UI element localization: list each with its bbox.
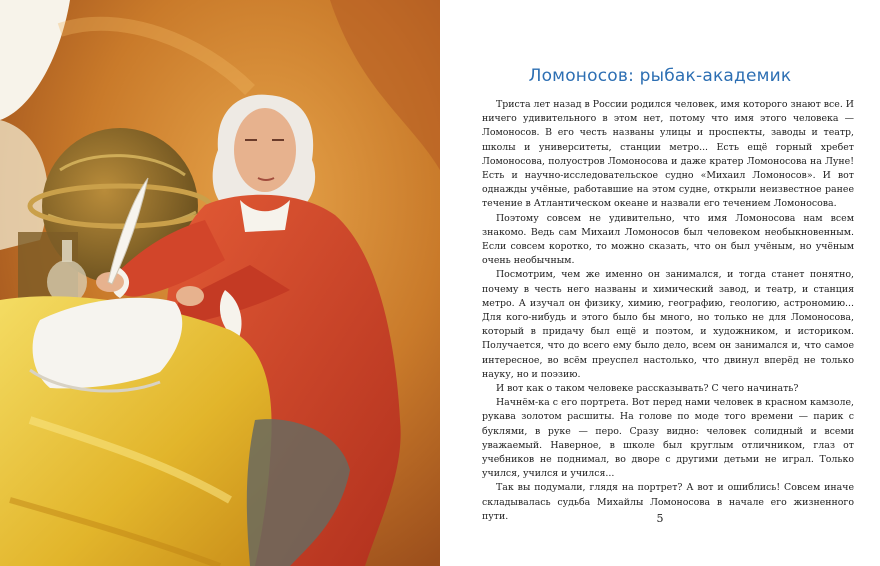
paragraph: Начнём-ка с его портрета. Вот перед нами человек в красном камзоле, рукава золотом расшиты. На голове по моде того времени — парик с буклями, в руке — перо. Сразу видно: человек солидный и всеми уважаемый. Наверное, в школе был круглым отличником, глаз от учебников не поднимал, во дворе с другими детьми не играл. Только учился, учился и учился... xyxy=(482,397,854,480)
paragraph: Посмотрим, чем же именно он занимался, и тогда станет понятно, почему в честь него названы и химический завод, и театр, и станция метро. А изучал он физику, химию, географию, геологию, астрономию... Для кого-нибудь и этого было бы много, но только не для Ломоносова, который в придачу был ещё и поэтом, и художником, и историком. Получается, что до всего ему было дело, всем он занимался и, что самое интересное, во всём преуспел настолько, что двинул вперёд не только науку, но и поэзию. xyxy=(482,269,854,380)
paragraph: Триста лет назад в России родился человек, имя которого знают все. И ничего удивительного в этом нет, потому что имя этого человека — Ломоносов. В его честь названы улицы и проспекты, заводы и театр, школы и университеты, станции метро... Есть ещё горный хребет Ломоносова, полуостров Ломоносова и даже кратер Ломоносова на Луне! Есть и научно-исследовательское судно «Михаил Ломоносов». И вот однажды учёные, работавшие на этом судне, открыли неизвестное ранее течение в Атлантическом океане и назвали его течением Ломоносова. xyxy=(482,99,854,210)
paragraph: Так вы подумали, глядя на портрет? А вот и ошиблись! Совсем иначе складывалась судьба Михайлы Ломоносова в начале его жизненного пути. xyxy=(482,482,854,522)
paragraph: Поэтому совсем не удивительно, что имя Ломоносова нам всем знакомо. Ведь сам Михаил Ломоносов был человеком необыкновенным. Если совсем коротко, то можно сказать, что он был учёным, но учёным очень необычным. xyxy=(482,212,854,267)
chapter-title: Ломоносов: рыбак-академик xyxy=(528,66,792,86)
text-page xyxy=(440,0,880,566)
body-text xyxy=(482,98,854,524)
paragraph: И вот как о таком человеке рассказывать? С чего начинать? xyxy=(496,383,799,395)
page-number: 5 xyxy=(656,512,664,525)
